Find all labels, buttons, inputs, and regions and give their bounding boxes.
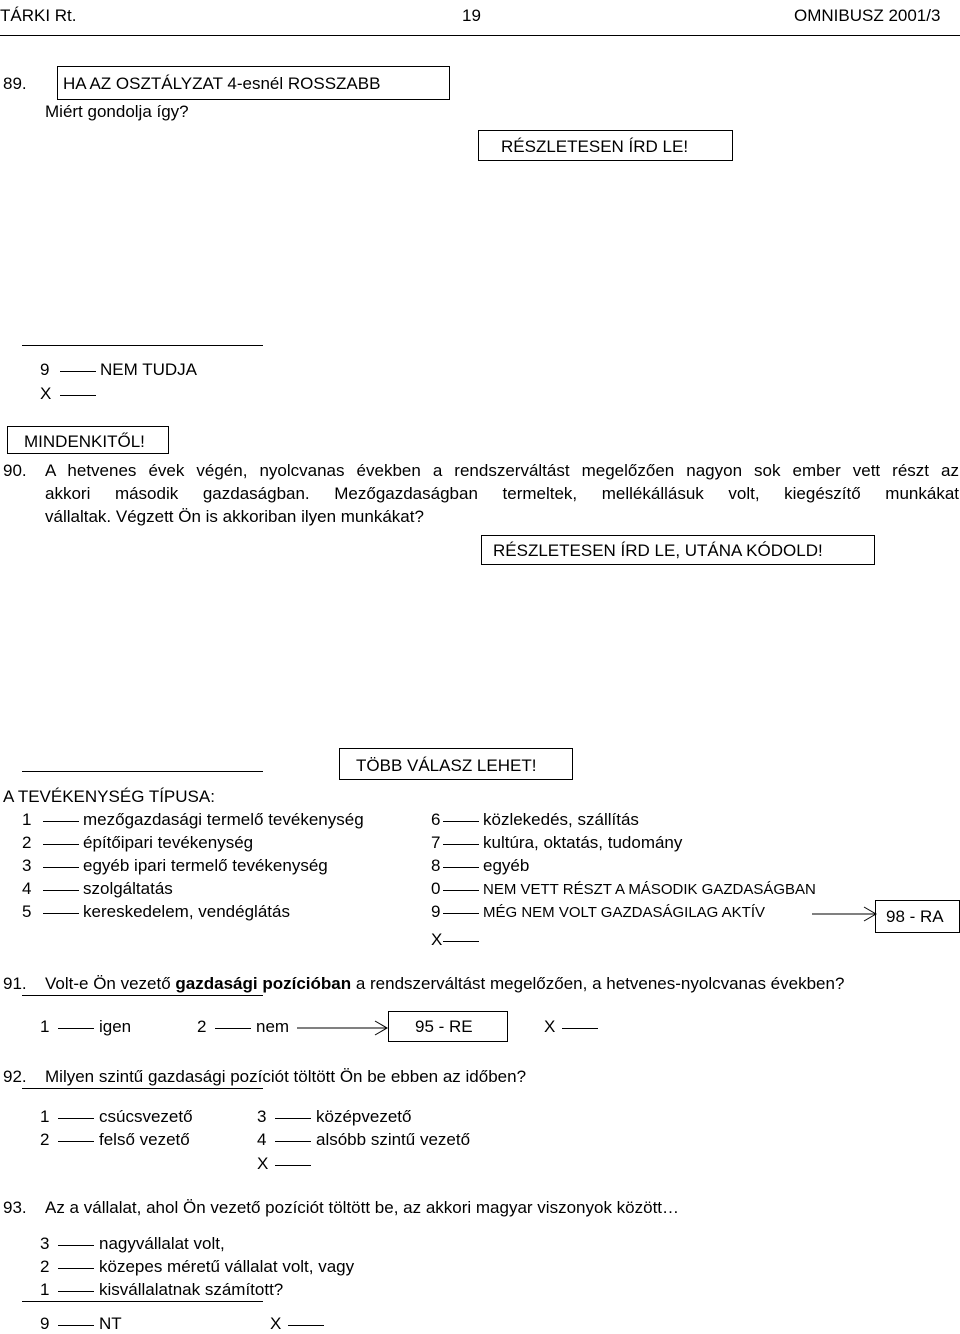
q92-option-code[interactable]: 1 <box>40 1107 50 1126</box>
q91-skip: 95 - RE <box>415 1017 473 1036</box>
q92-option-label: csúcsvezető <box>99 1107 193 1126</box>
q93-option-label: közepes méretű vállalat volt, vagy <box>99 1257 355 1276</box>
dash <box>58 1291 94 1292</box>
q91-number: 91. <box>3 974 27 993</box>
q90-option-label: NEM VETT RÉSZT A MÁSODIK GAZDASÁGBAN <box>483 881 816 898</box>
q91-opt1-label: igen <box>99 1017 132 1036</box>
q90-option-label: mezőgazdasági termelő tevékenység <box>83 810 364 829</box>
q89-dk-label: NEM TUDJA <box>100 360 197 379</box>
q91-opt2-label: nem <box>256 1017 290 1036</box>
q89-dk-code[interactable]: 9 <box>40 360 50 379</box>
dash <box>58 1028 94 1029</box>
q89-answer-line[interactable] <box>22 345 263 346</box>
dash <box>443 867 479 868</box>
q93-option-label: nagyvállalat volt, <box>99 1234 225 1253</box>
q91-opt1-code[interactable]: 1 <box>40 1017 50 1036</box>
q91-text-b: a rendszerváltást megelőzően, a hetvenes-nyolcvanas években? <box>351 974 845 993</box>
q90-option-code[interactable]: 1 <box>22 810 32 829</box>
q89-x-code[interactable]: X <box>40 384 52 403</box>
dash <box>288 1325 324 1326</box>
q90-option-code[interactable]: 2 <box>22 833 32 852</box>
dash <box>562 1028 598 1029</box>
dash <box>215 1028 251 1029</box>
q90-option-code[interactable]: 6 <box>431 810 441 829</box>
q92-answer-line <box>22 1088 263 1089</box>
dash <box>443 941 479 942</box>
dash <box>60 395 96 396</box>
dash <box>443 890 479 891</box>
dash <box>43 821 79 822</box>
q92-option-label: felső vezető <box>99 1130 190 1149</box>
q89-question: Miért gondolja így? <box>45 102 189 121</box>
q90-answer-line[interactable] <box>22 771 263 772</box>
q90-instruction: RÉSZLETESEN ÍRD LE, UTÁNA KÓDOLD! <box>493 541 823 560</box>
q90-option-label: MÉG NEM VOLT GAZDASÁGILAG AKTÍV <box>483 904 766 921</box>
q90-option-code[interactable]: 9 <box>431 902 441 921</box>
q92-x-code[interactable]: X <box>257 1154 269 1173</box>
q90-number: 90. <box>3 461 27 480</box>
q90-multi: TÖBB VÁLASZ LEHET! <box>356 756 537 775</box>
q90-option-label: kultúra, oktatás, tudomány <box>483 833 683 852</box>
q93-dk-code[interactable]: 9 <box>40 1314 50 1333</box>
q92-option-code[interactable]: 3 <box>257 1107 267 1126</box>
q93-answer-line <box>22 1301 263 1302</box>
skip-arrow-icon <box>812 906 878 922</box>
dash <box>443 821 479 822</box>
header-rule <box>0 35 960 36</box>
q93-option-code[interactable]: 1 <box>40 1280 50 1299</box>
header-right: OMNIBUSZ 2001/3 <box>794 6 941 25</box>
dash <box>275 1141 311 1142</box>
q90-option-code[interactable]: 3 <box>22 856 32 875</box>
dash <box>60 371 96 372</box>
dash <box>443 844 479 845</box>
dash <box>58 1141 94 1142</box>
q89-instruction: RÉSZLETESEN ÍRD LE! <box>501 137 689 156</box>
dash <box>43 913 79 914</box>
q90-option-label: építőipari tevékenység <box>83 833 254 852</box>
dash <box>58 1118 94 1119</box>
dash <box>443 913 479 914</box>
skip-arrow-icon <box>297 1020 389 1036</box>
q90-option-label: kereskedelem, vendéglátás <box>83 902 290 921</box>
q90-option-label: közlekedés, szállítás <box>483 810 639 829</box>
q89-number: 89. <box>3 74 27 93</box>
q90-option-code[interactable]: 4 <box>22 879 32 898</box>
q89-condition: HA AZ OSZTÁLYZAT 4-esnél ROSSZABB <box>63 74 381 93</box>
q90-option-code[interactable]: X <box>431 930 443 949</box>
q93-option-code[interactable]: 3 <box>40 1234 50 1253</box>
q91-text-bold: gazdasági pozícióban <box>175 974 352 993</box>
q93-x-code[interactable]: X <box>270 1314 282 1333</box>
q93-text: Az a vállalat, ahol Ön vezető pozíciót töltött be, az akkori magyar viszonyok között… <box>45 1198 680 1217</box>
q93-option-code[interactable]: 2 <box>40 1257 50 1276</box>
q90-option-label: egyéb <box>483 856 530 875</box>
q92-option-code[interactable]: 2 <box>40 1130 50 1149</box>
q90-option-code[interactable]: 5 <box>22 902 32 921</box>
dash <box>275 1165 311 1166</box>
q92-option-label: középvezető <box>316 1107 412 1126</box>
dash <box>275 1118 311 1119</box>
q91-opt2-code[interactable]: 2 <box>197 1017 207 1036</box>
q92-option-label: alsóbb szintű vezető <box>316 1130 471 1149</box>
header-left: TÁRKI Rt. <box>0 6 77 25</box>
q93-option-label: kisvállalatnak számított? <box>99 1280 284 1299</box>
q90-option-code[interactable]: 0 <box>431 879 441 898</box>
dash <box>43 844 79 845</box>
dash <box>58 1245 94 1246</box>
dash <box>58 1268 94 1269</box>
q90-skip: 98 - RA <box>886 907 944 926</box>
q91-x-code[interactable]: X <box>544 1017 556 1036</box>
page-number: 19 <box>462 6 481 25</box>
q91-text-a: Volt-e Ön vezető <box>45 974 176 993</box>
q90-text-line2: akkori második gazdaságban. Mezőgazdaságban termeltek, mellékállásuk volt, kiegészítő munkákat <box>45 484 959 503</box>
q93-dk-label: NT <box>99 1314 122 1333</box>
q90-scope: MINDENKITŐL! <box>24 432 145 451</box>
q91-text <box>45 974 844 994</box>
q90-option-code[interactable]: 8 <box>431 856 441 875</box>
q92-option-code[interactable]: 4 <box>257 1130 267 1149</box>
q90-text-line1: A hetvenes évek végén, nyolcvanas években a rendszerváltást megelőzően nagyon sok ember vett részt az <box>45 461 959 480</box>
q90-option-label: szolgáltatás <box>83 879 173 898</box>
q90-text-line3: vállaltak. Végzett Ön is akkoriban ilyen munkákat? <box>45 507 424 526</box>
dash <box>43 890 79 891</box>
q91-answer-line <box>22 995 263 996</box>
dash <box>43 867 79 868</box>
q93-number: 93. <box>3 1198 27 1217</box>
q92-number: 92. <box>3 1067 27 1086</box>
q92-text: Milyen szintű gazdasági pozíciót töltött Ön be ebben az időben? <box>45 1067 527 1086</box>
dash <box>58 1325 94 1326</box>
q90-type-label: A TEVÉKENYSÉG TÍPUSA: <box>3 787 215 806</box>
q90-option-label: egyéb ipari termelő tevékenység <box>83 856 328 875</box>
q90-option-code[interactable]: 7 <box>431 833 441 852</box>
